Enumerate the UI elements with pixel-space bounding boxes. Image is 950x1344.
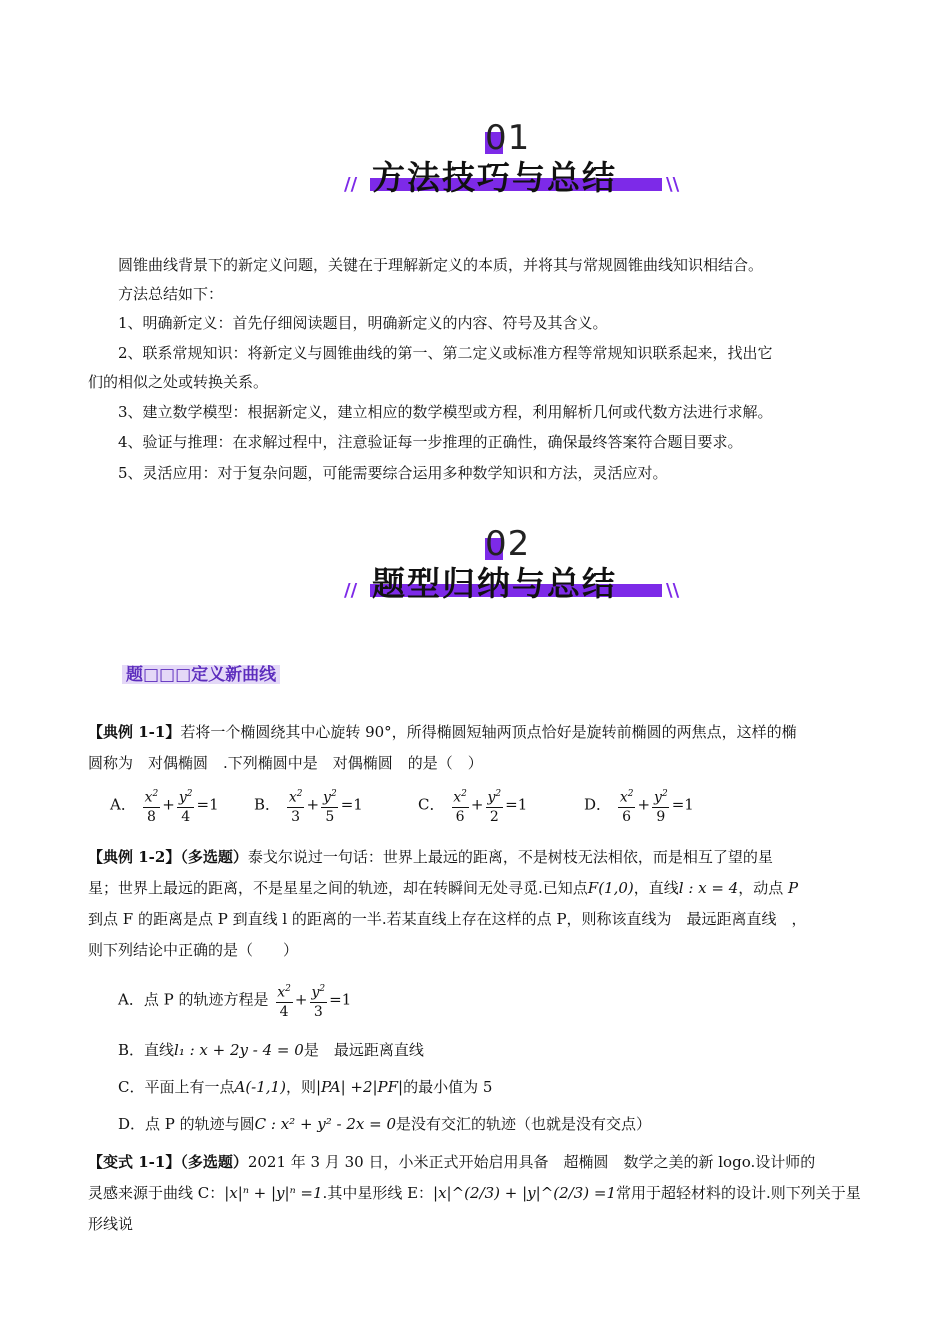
option-d: D． $\frac{x^2}{6}$ + $\frac{y^2}{9}$ =1 [584, 789, 694, 825]
option-c: C． $\frac{x^2}{6}$ + $\frac{y^2}{2}$ =1 [418, 789, 528, 825]
example-label: 【典例 1-2】 [88, 848, 181, 866]
intro-p7: 5、灵活应用：对于复杂问题，可能需要综合运用多种数学知识和方法，灵活应对。 [118, 464, 668, 482]
slash-left-icon: // [344, 174, 358, 195]
option-label: B．直线 [118, 1041, 175, 1059]
example-text: 灵感来源于曲线 C： [88, 1184, 225, 1202]
denominator: 6 [452, 807, 469, 826]
point-f: F(1,0) [587, 879, 634, 897]
ex12-option-d [118, 1109, 651, 1139]
example-text: .其中星形线 E： [322, 1184, 434, 1202]
example-text: 到点 F 的距离是点 P 到直线 l 的距离的一半.若某直线上存在这样的点 P，则称该直线为 最远距离直线 ， [88, 910, 807, 928]
ex12-option-a: A．点 P 的轨迹方程是 $\frac{x^2}{4}$ + $\frac{y^2}{3}$ =1 [118, 984, 352, 1020]
example-1-2: 【典例 1-2】（多选题）泰戈尔说过一句话：世界上最远的距离，不是树枝无法相依，而是相互了望的星 星；世界上最远的距离，不是星星之间的轨迹，却在转瞬间无处寻觅.已知点F(1,0)，直线l : x = 4，动点 P 到点 F 的距离是点 P 到直线 l 的距离的一半.若某直线上存在这样的点 P，则称该直线为 最远距离直线 ， 则下列结论中正确的是（ ） [88, 848, 807, 959]
example-text: 泰戈尔说过一句话：世界上最远的距离，不是树枝无法相依，而是相互了望的星 [247, 848, 773, 866]
denominator: 2 [486, 807, 503, 826]
denominator: 9 [652, 807, 669, 826]
option-label: A． [110, 795, 136, 814]
denominator: 3 [310, 1002, 327, 1021]
section2-number: 02 [485, 524, 531, 564]
option-text: 是 最远距离直线 [303, 1041, 424, 1059]
topic-subtitle: 题□□□定义新曲线 [122, 660, 280, 685]
section1-title: 方法技巧与总结 [372, 158, 617, 197]
option-b: B． $\frac{x^2}{3}$ + $\frac{y^2}{5}$ =1 [254, 789, 363, 825]
example-label: 【变式 1-1】 [88, 1153, 181, 1171]
slash-right-icon: \\ [666, 580, 680, 601]
option-label: D．点 P 的轨迹与圆 [118, 1115, 255, 1133]
example-text: 若将一个椭圆绕其中心旋转 90°，所得椭圆短轴两顶点恰好是旋转前椭圆的两焦点，这样的椭 [180, 723, 797, 741]
intro-p2: 方法总结如下： [118, 285, 224, 303]
option-label: A．点 P 的轨迹方程是 [118, 990, 269, 1009]
example-text: ，直线 [633, 879, 679, 897]
example-text: 则下列结论中正确的是（ ） [88, 941, 299, 959]
example-text: ，动点 [738, 879, 784, 897]
slash-left-icon: // [344, 580, 358, 601]
example-text: 圆称为 对偶椭圆 .下列椭圆中是 对偶椭圆 的是（ ） [88, 754, 483, 772]
denominator: 6 [618, 807, 635, 826]
denominator: 4 [177, 807, 194, 826]
option-label: B． [254, 795, 281, 814]
option-label: C．平面上有一点 [118, 1078, 235, 1096]
section2-title: 题型归纳与总结 [372, 564, 617, 603]
denominator: 4 [276, 1002, 293, 1021]
variant-1-1 [88, 1147, 868, 1240]
example-text: 常用于超轻材料的设计.则下列关于星形线说 [88, 1184, 861, 1233]
equation: C : x² + y² - 2x = 0 [254, 1115, 397, 1133]
intro-p1: 圆锥曲线背景下的新定义问题，关键在于理解新定义的本质，并将其与常规圆锥曲线知识相结合。 [118, 256, 764, 274]
ex12-option-b [118, 1035, 424, 1065]
example-label: 【典例 1-1】 [88, 723, 181, 741]
section1-heading [340, 118, 680, 208]
option-text: 是没有交汇的轨迹（也就是没有交点） [396, 1115, 652, 1133]
slash-right-icon: \\ [666, 174, 680, 195]
intro-p5: 3、建立数学模型：根据新定义，建立相应的数学模型或方程，利用解析几何或代数方法进行求解。 [118, 403, 773, 421]
expression: |PA| +2|PF| [315, 1078, 404, 1096]
option-a: A． $\frac{x^2}{8}$ + $\frac{y^2}{4}$ =1 [110, 789, 219, 825]
intro-p3: 1、明确新定义：首先仔细阅读题目，明确新定义的内容、符号及其含义。 [118, 314, 608, 332]
line-l: l : x = 4 [678, 879, 739, 897]
section1-number: 01 [485, 118, 531, 158]
intro-p4a: 2、联系常规知识：将新定义与圆锥曲线的第一、第二定义或标准方程等常规知识联系起来，找出它 [118, 344, 773, 362]
denominator: 8 [143, 807, 160, 826]
option-text: ，则 [285, 1078, 316, 1096]
example-tag: （多选题） [180, 1153, 248, 1171]
curve-c: |x|ⁿ + |y|ⁿ =1 [224, 1184, 323, 1202]
example-tag: （多选题） [180, 848, 248, 866]
ex12-option-c [118, 1072, 492, 1102]
example-text: 2021 年 3 月 30 日，小米正式开始启用具备 超椭圆 数学之美的新 logo.设计师的 [247, 1153, 816, 1171]
intro-p6: 4、验证与推理：在求解过程中，注意验证每一步推理的正确性，确保最终答案符合题目要求。 [118, 433, 743, 451]
option-label: D． [584, 795, 612, 814]
equation: l₁ : x + 2y - 4 = 0 [174, 1041, 304, 1059]
curve-e: |x|^(2/3) + |y|^(2/3) =1 [433, 1184, 617, 1202]
option-label: C． [418, 795, 445, 814]
denominator: 5 [321, 807, 338, 826]
point-a: A(-1,1) [234, 1078, 286, 1096]
section2-heading [340, 524, 680, 614]
example-text: 星；世界上最远的距离，不是星星之间的轨迹，却在转瞬间无处寻觅.已知点 [88, 879, 588, 897]
intro-p4b: 们的相似之处或转换关系。 [88, 373, 269, 391]
example-1-1 [88, 717, 868, 779]
denominator: 3 [287, 807, 304, 826]
option-text: 的最小值为 5 [403, 1078, 493, 1096]
